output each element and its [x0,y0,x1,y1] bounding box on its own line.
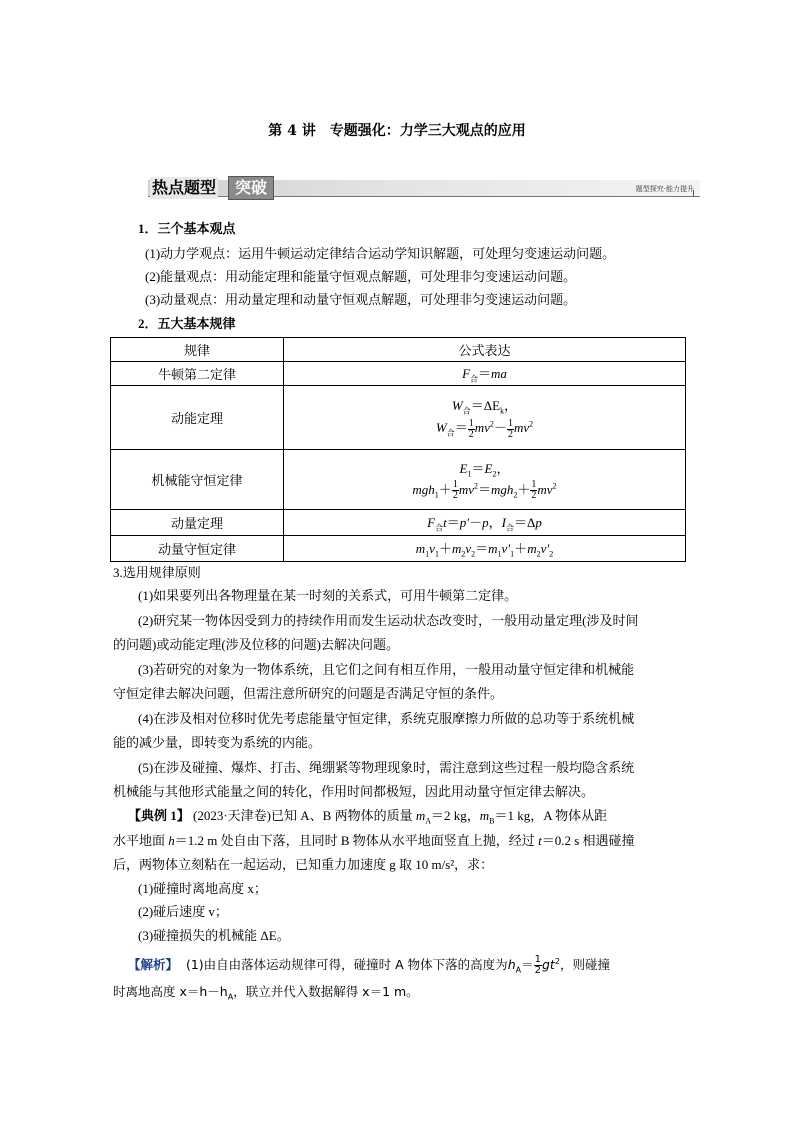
question-item: (3)碰撞损失的机械能 ΔE。 [138,928,290,943]
formula-cell: $F_合t=p'-p$，$I_合=\Delta p$ [284,510,686,536]
sec3-line: 的问题)或动能定理(涉及位移的问题)去解决问题。 [113,637,399,652]
solution-text: ，则碰撞 [559,957,610,973]
example-text: 水平地面 [113,833,169,848]
sec3-line: (2)研究某一物体因受到力的持续作用而发生运动状态改变时，一般用动量定理(涉及时间 [138,613,639,628]
page-title: 第 4 讲 专题强化：力学三大观点的应用 [268,123,526,139]
solution-line-1: 【解析】 (1)由自由落体运动规律可得，碰撞时 A 物体下落的高度为$h_A=$ $\frac{1}{2}$ $gt^2$，则碰撞 [128,954,610,977]
question-item: (2)碰后速度 v； [138,904,228,919]
solution-label: 【解析】 [128,957,179,973]
example-source: (2023·天津卷) [193,808,272,823]
section-banner [148,176,708,200]
example-text: 处自由下落，且同时 B 物体从水平地面竖直上抛，经过 [217,833,539,848]
solution-text: (1)由自由落体运动规律可得，碰撞时 A 物体下落的高度为 [185,957,508,973]
banner-highlight: 突破 [228,176,274,200]
solution-text: ，联立并代入数据解得 x＝1 m。 [233,984,419,999]
row-name: 机械能守恒定律 [111,450,284,510]
row-name: 动能定理 [111,386,284,450]
example-text: 相遇碰撞 [579,833,635,848]
table-row [111,362,686,386]
sec3-line: (4)在涉及相对位移时优先考虑能量守恒定律，系统克服摩擦力所做的总功等于系统机械 [138,711,635,726]
banner-tag: 题型探究·能力提升 [635,185,694,193]
rules-table [110,337,686,562]
col-header-rule: 规律 [111,338,284,362]
example-text: ，A 物体从距 [530,808,608,823]
banner-main: 热点题型 [152,178,217,197]
question-item: (1)碰撞时离地高度 x； [138,881,267,896]
formula-cell: $m_1v_1+m_2v_2=m_1v'_1+m_2v'_2$ [284,536,686,562]
sec3-line: (5)在涉及碰撞、爆炸、打击、绳绷紧等物理现象时，需注意到这些过程一般均隐含系统 [138,760,635,775]
sec1-item-3: (3)动量观点：用动量定理和动量守恒观点解题，可处理非匀变速运动问题。 [145,292,577,307]
table-row [111,386,686,450]
example-line-1: 【典例 1】 (2023·天津卷)已知 A、B 两物体的质量 $m_A=2$ kg，$m_B=1$ kg，A 物体从距 [128,808,608,826]
col-header-formula: 公式表达 [284,338,686,362]
formula-cell: $W_合=\Delta E_k$， $W_合=$ $\frac{1}{2}$ $mv^2-$ $\frac{1}{2}$ $mv^2$ [284,386,686,450]
banner-tick [693,190,702,196]
example-text: 已知 A、B 两物体的质量 [271,808,416,823]
table-row [111,536,686,562]
sec1-item-1: (1)动力学观点：运用牛顿运动定律结合运动学知识解题，可处理匀变速运动问题。 [145,246,616,261]
solution-text: 时离地高度 x＝h－h [113,984,228,999]
formula-cell: $E_1=E_2$， mgh$_1$＋ $\frac{1}{2}$ $mv^2=mgh_2+$ $\frac{1}{2}$ $mv^2$ [284,450,686,510]
sec3-line: (1)如果要列出各物理量在某一时刻的关系式，可用牛顿第二定律。 [138,588,518,603]
sec3-heading: 3.选用规律原则 [113,565,201,580]
row-name: 牛顿第二定律 [111,362,284,386]
solution-line-2: 时离地高度 $x=h-h_A$，联立并代入数据解得 x＝1 m。 [113,984,419,1002]
sec3-line: 机械能与其他形式能量之间的转化，作用时间都极短，因此用动量守恒定律去解决。 [113,784,595,799]
sec2-heading: 2．五大基本规律 [138,316,236,331]
table-header-row [111,338,686,362]
row-name: 动量定理 [111,510,284,536]
table-row [111,450,686,510]
sec1-item-2: (2)能量观点：用动能定理和能量守恒观点解题，可处理非匀变速运动问题。 [145,269,577,284]
sec3-line: 守恒定律去解决问题，但需注意所研究的问题是否满足守恒的条件。 [113,686,504,701]
table-row [111,510,686,536]
sec3-line: 能的减少量，即转变为系统的内能。 [113,735,322,750]
sec3-line: (3)若研究的对象为一物体系统，且它们之间有相互作用，一般用动量守恒定律和机械能 [138,662,635,677]
example-line-2: 水平地面 h＝1.2 m 处自由下落，且同时 B 物体从水平地面竖直上抛，经过 t＝0.2 s 相遇碰撞 [113,833,635,848]
formula-cell: $F_合=ma$ [284,362,686,386]
row-name: 动量守恒定律 [111,536,284,562]
example-line-3: 后，两物体立刻粘在一起运动，已知重力加速度 g 取 10 m/s²，求： [113,857,494,872]
sec1-heading: 1．三个基本观点 [138,221,236,236]
example-label: 【典例 1】 [128,808,190,823]
